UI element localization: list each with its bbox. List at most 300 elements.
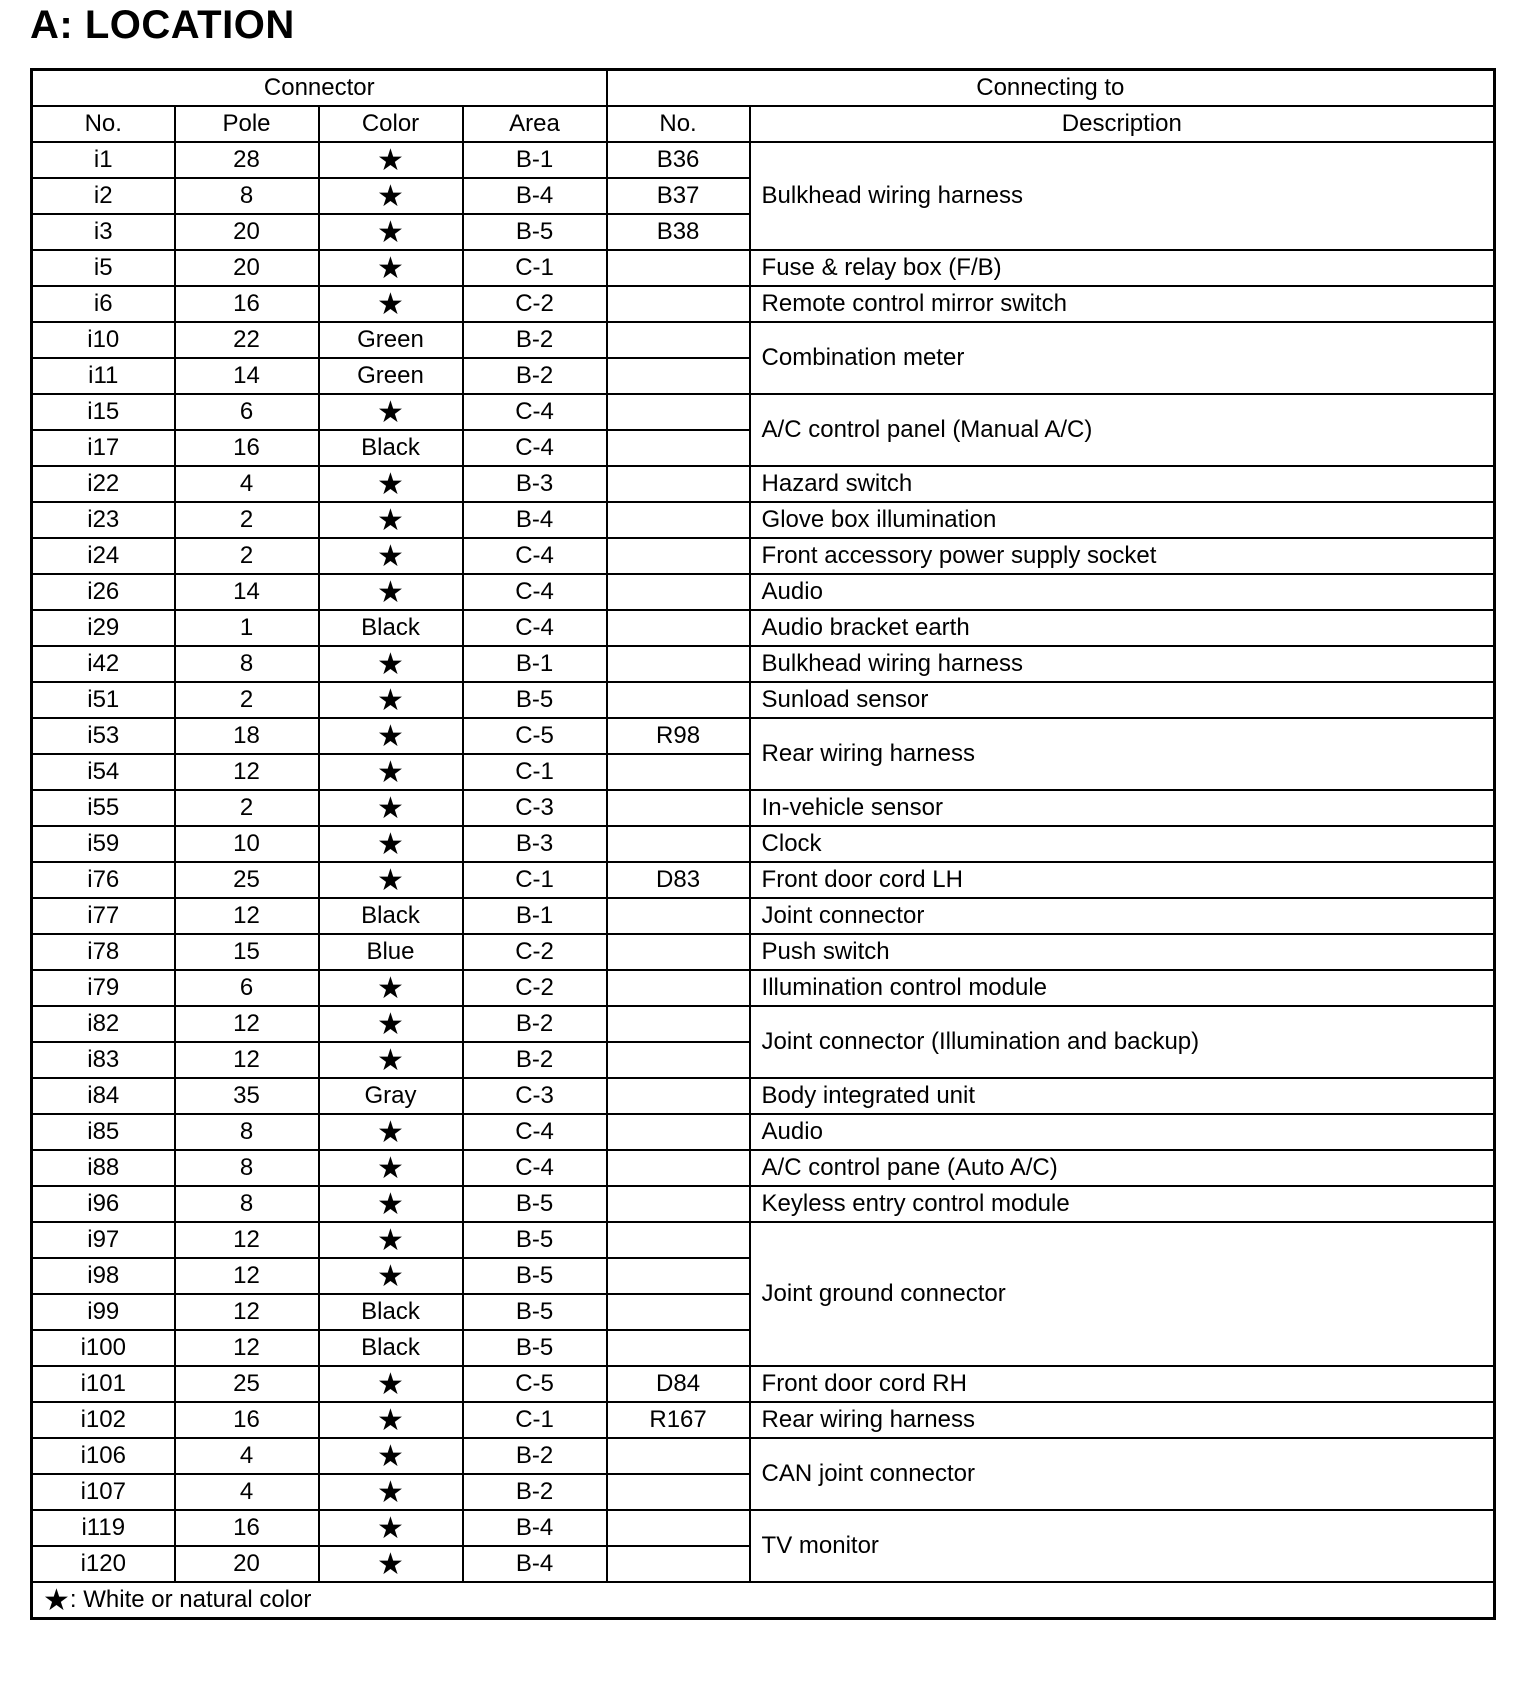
star-icon: ★ [377, 971, 404, 1005]
area-cell: C-3 [463, 790, 607, 826]
area-cell: B-2 [463, 358, 607, 394]
area-cell: B-4 [463, 1510, 607, 1546]
pole-cell: 6 [175, 394, 319, 430]
table-row [32, 1510, 1495, 1546]
legend-text: : White or natural color [69, 1586, 312, 1613]
connecting-no-cell [607, 430, 750, 466]
connector-no-cell: i3 [32, 214, 175, 250]
table-row [32, 466, 1495, 502]
connector-no-cell: i99 [32, 1294, 175, 1330]
star-icon: ★ [43, 1583, 70, 1617]
area-cell: C-4 [463, 394, 607, 430]
connector-no-cell: i85 [32, 1114, 175, 1150]
legend-cell [32, 1582, 1495, 1619]
pole-cell: 12 [175, 1330, 319, 1366]
connecting-no-cell [607, 826, 750, 862]
col-header-area: Area [463, 106, 607, 142]
connector-no-cell: i51 [32, 682, 175, 718]
table-row [32, 610, 1495, 646]
color-cell [319, 682, 463, 718]
connector-no-cell: i77 [32, 898, 175, 934]
connecting-no-cell [607, 754, 750, 790]
pole-cell: 25 [175, 1366, 319, 1402]
color-cell [319, 1222, 463, 1258]
connector-no-cell: i101 [32, 1366, 175, 1402]
star-icon: ★ [377, 1259, 404, 1293]
area-cell: B-5 [463, 682, 607, 718]
connecting-no-cell: D84 [607, 1366, 750, 1402]
connector-no-cell: i29 [32, 610, 175, 646]
star-icon: ★ [377, 1151, 404, 1185]
color-cell [319, 1150, 463, 1186]
connecting-no-cell [607, 502, 750, 538]
connecting-no-cell [607, 358, 750, 394]
connecting-no-cell: R167 [607, 1402, 750, 1438]
color-cell [319, 862, 463, 898]
col-header-no: No. [32, 106, 175, 142]
star-icon: ★ [377, 683, 404, 717]
connecting-no-cell [607, 322, 750, 358]
connector-no-cell: i78 [32, 934, 175, 970]
connecting-no-cell [607, 1150, 750, 1186]
connector-no-cell: i42 [32, 646, 175, 682]
description-cell: Bulkhead wiring harness [750, 142, 1495, 250]
star-icon: ★ [377, 1115, 404, 1149]
area-cell: C-3 [463, 1078, 607, 1114]
color-cell [319, 1186, 463, 1222]
connecting-no-cell [607, 574, 750, 610]
pole-cell: 12 [175, 898, 319, 934]
pole-cell: 16 [175, 430, 319, 466]
area-cell: B-5 [463, 1294, 607, 1330]
pole-cell: 12 [175, 1258, 319, 1294]
color-cell [319, 1510, 463, 1546]
pole-cell: 28 [175, 142, 319, 178]
star-icon: ★ [377, 1547, 404, 1581]
table-row [32, 1222, 1495, 1258]
pole-cell: 4 [175, 1474, 319, 1510]
table-row [32, 322, 1495, 358]
connector-table [30, 68, 1496, 1620]
description-cell: Rear wiring harness [750, 1402, 1495, 1438]
connector-no-cell: i76 [32, 862, 175, 898]
connecting-no-cell [607, 538, 750, 574]
area-cell: C-1 [463, 754, 607, 790]
pole-cell: 16 [175, 1510, 319, 1546]
connecting-no-cell: B36 [607, 142, 750, 178]
pole-cell: 2 [175, 538, 319, 574]
connecting-no-cell [607, 1474, 750, 1510]
connecting-no-cell [607, 1258, 750, 1294]
description-cell: Body integrated unit [750, 1078, 1495, 1114]
color-cell [319, 1402, 463, 1438]
pole-cell: 25 [175, 862, 319, 898]
color-cell: Gray [319, 1078, 463, 1114]
area-cell: B-5 [463, 1222, 607, 1258]
connector-no-cell: i26 [32, 574, 175, 610]
color-cell [319, 718, 463, 754]
table-row [32, 862, 1495, 898]
pole-cell: 20 [175, 1546, 319, 1582]
pole-cell: 22 [175, 322, 319, 358]
connecting-no-cell [607, 1330, 750, 1366]
area-cell: B-2 [463, 322, 607, 358]
table-row [32, 538, 1495, 574]
description-cell: Fuse & relay box (F/B) [750, 250, 1495, 286]
connector-no-cell: i15 [32, 394, 175, 430]
connecting-no-cell [607, 1042, 750, 1078]
connector-no-cell: i88 [32, 1150, 175, 1186]
connector-no-cell: i22 [32, 466, 175, 502]
table-row [32, 1402, 1495, 1438]
col-header-pole: Pole [175, 106, 319, 142]
description-cell: Joint ground connector [750, 1222, 1495, 1366]
connecting-no-cell [607, 1078, 750, 1114]
area-cell: B-3 [463, 826, 607, 862]
description-cell: Front accessory power supply socket [750, 538, 1495, 574]
pole-cell: 16 [175, 286, 319, 322]
star-icon: ★ [377, 1439, 404, 1473]
connector-no-cell: i59 [32, 826, 175, 862]
table-row [32, 142, 1495, 178]
pole-cell: 12 [175, 1006, 319, 1042]
connecting-no-cell [607, 934, 750, 970]
description-cell: Joint connector (Illumination and backup) [750, 1006, 1495, 1078]
pole-cell: 1 [175, 610, 319, 646]
star-icon: ★ [377, 143, 404, 177]
area-cell: B-5 [463, 1258, 607, 1294]
star-icon: ★ [377, 1403, 404, 1437]
color-cell [319, 1474, 463, 1510]
connecting-no-cell [607, 682, 750, 718]
area-cell: C-4 [463, 538, 607, 574]
connecting-no-cell: D83 [607, 862, 750, 898]
description-cell: Combination meter [750, 322, 1495, 394]
page-title: A: LOCATION [30, 3, 295, 47]
connector-no-cell: i119 [32, 1510, 175, 1546]
table-row [32, 502, 1495, 538]
table-row [32, 1150, 1495, 1186]
table-row [32, 718, 1495, 754]
star-icon: ★ [377, 1475, 404, 1509]
table-body [32, 142, 1495, 1582]
table-row [32, 1114, 1495, 1150]
color-cell [319, 214, 463, 250]
color-cell [319, 826, 463, 862]
connector-no-cell: i98 [32, 1258, 175, 1294]
connector-no-cell: i79 [32, 970, 175, 1006]
color-cell [319, 574, 463, 610]
color-cell [319, 1258, 463, 1294]
pole-cell: 10 [175, 826, 319, 862]
color-cell [319, 1006, 463, 1042]
description-cell: Front door cord RH [750, 1366, 1495, 1402]
area-cell: C-5 [463, 718, 607, 754]
table-row [32, 646, 1495, 682]
connecting-no-cell [607, 394, 750, 430]
table-row [32, 1006, 1495, 1042]
connector-no-cell: i84 [32, 1078, 175, 1114]
table-row [32, 898, 1495, 934]
color-cell: Black [319, 898, 463, 934]
area-cell: B-5 [463, 214, 607, 250]
star-icon: ★ [377, 719, 404, 753]
area-cell: C-4 [463, 430, 607, 466]
area-cell: C-4 [463, 1114, 607, 1150]
connecting-no-cell [607, 970, 750, 1006]
description-cell: Clock [750, 826, 1495, 862]
pole-cell: 14 [175, 358, 319, 394]
color-cell [319, 970, 463, 1006]
color-cell [319, 502, 463, 538]
connector-no-cell: i55 [32, 790, 175, 826]
connecting-no-cell [607, 1222, 750, 1258]
table-row [32, 1186, 1495, 1222]
color-cell [319, 142, 463, 178]
star-icon: ★ [377, 1007, 404, 1041]
pole-cell: 8 [175, 1114, 319, 1150]
color-cell [319, 250, 463, 286]
star-icon: ★ [377, 791, 404, 825]
connecting-to-group-header: Connecting to [607, 70, 1495, 107]
connecting-no-cell [607, 1006, 750, 1042]
pole-cell: 35 [175, 1078, 319, 1114]
connector-no-cell: i82 [32, 1006, 175, 1042]
connecting-no-cell [607, 250, 750, 286]
star-icon: ★ [377, 467, 404, 501]
connector-no-cell: i102 [32, 1402, 175, 1438]
pole-cell: 4 [175, 1438, 319, 1474]
connector-no-cell: i97 [32, 1222, 175, 1258]
pole-cell: 12 [175, 1042, 319, 1078]
color-cell: Black [319, 610, 463, 646]
star-icon: ★ [377, 827, 404, 861]
color-cell [319, 394, 463, 430]
table-row [32, 934, 1495, 970]
connecting-no-cell [607, 790, 750, 826]
area-cell: B-1 [463, 142, 607, 178]
color-cell: Blue [319, 934, 463, 970]
color-cell: Black [319, 430, 463, 466]
connector-no-cell: i5 [32, 250, 175, 286]
connector-no-cell: i24 [32, 538, 175, 574]
star-icon: ★ [377, 1511, 404, 1545]
color-cell: Green [319, 322, 463, 358]
area-cell: C-4 [463, 1150, 607, 1186]
pole-cell: 12 [175, 1294, 319, 1330]
area-cell: B-5 [463, 1186, 607, 1222]
color-cell [319, 538, 463, 574]
description-cell: Illumination control module [750, 970, 1495, 1006]
description-cell: Audio [750, 574, 1495, 610]
connector-no-cell: i2 [32, 178, 175, 214]
pole-cell: 8 [175, 646, 319, 682]
table-row [32, 574, 1495, 610]
description-cell: Bulkhead wiring harness [750, 646, 1495, 682]
connector-no-cell: i54 [32, 754, 175, 790]
connecting-no-cell [607, 610, 750, 646]
description-cell: Remote control mirror switch [750, 286, 1495, 322]
area-cell: B-2 [463, 1474, 607, 1510]
star-icon: ★ [377, 287, 404, 321]
pole-cell: 16 [175, 1402, 319, 1438]
color-cell [319, 1438, 463, 1474]
star-icon: ★ [377, 503, 404, 537]
area-cell: C-1 [463, 862, 607, 898]
pole-cell: 4 [175, 466, 319, 502]
description-cell: Hazard switch [750, 466, 1495, 502]
color-cell: Black [319, 1294, 463, 1330]
color-cell [319, 754, 463, 790]
color-cell: Black [319, 1330, 463, 1366]
description-cell: Front door cord LH [750, 862, 1495, 898]
area-cell: B-2 [463, 1438, 607, 1474]
star-icon: ★ [377, 1223, 404, 1257]
table-row [32, 1438, 1495, 1474]
description-cell: In-vehicle sensor [750, 790, 1495, 826]
group-header-row [32, 70, 1495, 107]
connector-no-cell: i120 [32, 1546, 175, 1582]
area-cell: C-1 [463, 1402, 607, 1438]
star-icon: ★ [377, 179, 404, 213]
color-cell [319, 1546, 463, 1582]
star-icon: ★ [377, 539, 404, 573]
connecting-no-cell [607, 1510, 750, 1546]
connector-no-cell: i17 [32, 430, 175, 466]
table-row [32, 394, 1495, 430]
area-cell: B-5 [463, 1330, 607, 1366]
star-icon: ★ [377, 863, 404, 897]
connector-no-cell: i100 [32, 1330, 175, 1366]
area-cell: C-4 [463, 610, 607, 646]
area-cell: B-2 [463, 1006, 607, 1042]
pole-cell: 15 [175, 934, 319, 970]
table-row [32, 682, 1495, 718]
description-cell: Joint connector [750, 898, 1495, 934]
col-header-connecting-no: No. [607, 106, 750, 142]
connecting-no-cell [607, 898, 750, 934]
area-cell: C-2 [463, 970, 607, 1006]
star-icon: ★ [377, 395, 404, 429]
pole-cell: 8 [175, 178, 319, 214]
connecting-no-cell [607, 1294, 750, 1330]
star-icon: ★ [377, 755, 404, 789]
connecting-no-cell: R98 [607, 718, 750, 754]
pole-cell: 14 [175, 574, 319, 610]
connector-group-header: Connector [32, 70, 607, 107]
pole-cell: 20 [175, 214, 319, 250]
description-cell: CAN joint connector [750, 1438, 1495, 1510]
area-cell: B-1 [463, 898, 607, 934]
description-cell: Sunload sensor [750, 682, 1495, 718]
connector-no-cell: i53 [32, 718, 175, 754]
area-cell: B-4 [463, 502, 607, 538]
color-cell [319, 1114, 463, 1150]
area-cell: B-4 [463, 178, 607, 214]
description-cell: Audio [750, 1114, 1495, 1150]
star-icon: ★ [377, 1043, 404, 1077]
connecting-no-cell: B38 [607, 214, 750, 250]
area-cell: B-1 [463, 646, 607, 682]
column-header-row [32, 106, 1495, 142]
table-row [32, 790, 1495, 826]
color-cell [319, 1042, 463, 1078]
description-cell: Glove box illumination [750, 502, 1495, 538]
connecting-no-cell [607, 1438, 750, 1474]
area-cell: C-5 [463, 1366, 607, 1402]
connecting-no-cell [607, 1546, 750, 1582]
connecting-no-cell: B37 [607, 178, 750, 214]
star-icon: ★ [377, 647, 404, 681]
area-cell: C-2 [463, 934, 607, 970]
area-cell: B-2 [463, 1042, 607, 1078]
description-cell: Audio bracket earth [750, 610, 1495, 646]
area-cell: B-4 [463, 1546, 607, 1582]
description-cell: Push switch [750, 934, 1495, 970]
star-icon: ★ [377, 1367, 404, 1401]
connecting-no-cell [607, 466, 750, 502]
col-header-color: Color [319, 106, 463, 142]
connector-no-cell: i10 [32, 322, 175, 358]
col-header-description: Description [750, 106, 1495, 142]
pole-cell: 2 [175, 790, 319, 826]
color-cell: Green [319, 358, 463, 394]
pole-cell: 8 [175, 1186, 319, 1222]
color-cell [319, 1366, 463, 1402]
pole-cell: 20 [175, 250, 319, 286]
pole-cell: 2 [175, 682, 319, 718]
star-icon: ★ [377, 1187, 404, 1221]
connector-no-cell: i106 [32, 1438, 175, 1474]
pole-cell: 8 [175, 1150, 319, 1186]
description-cell: Keyless entry control module [750, 1186, 1495, 1222]
color-cell [319, 178, 463, 214]
connector-no-cell: i11 [32, 358, 175, 394]
area-cell: C-4 [463, 574, 607, 610]
table-row [32, 970, 1495, 1006]
description-cell: Rear wiring harness [750, 718, 1495, 790]
table-row [32, 286, 1495, 322]
area-cell: C-1 [463, 250, 607, 286]
connector-no-cell: i83 [32, 1042, 175, 1078]
connector-no-cell: i6 [32, 286, 175, 322]
star-icon: ★ [377, 215, 404, 249]
pole-cell: 18 [175, 718, 319, 754]
area-cell: C-2 [463, 286, 607, 322]
star-icon: ★ [377, 251, 404, 285]
connecting-no-cell [607, 286, 750, 322]
connector-no-cell: i96 [32, 1186, 175, 1222]
color-cell [319, 286, 463, 322]
connector-no-cell: i23 [32, 502, 175, 538]
table-row [32, 1366, 1495, 1402]
description-cell: A/C control panel (Manual A/C) [750, 394, 1495, 466]
legend-row [32, 1582, 1495, 1619]
connecting-no-cell [607, 1186, 750, 1222]
color-cell [319, 646, 463, 682]
table-row [32, 250, 1495, 286]
table-row [32, 1078, 1495, 1114]
connecting-no-cell [607, 1114, 750, 1150]
color-cell [319, 790, 463, 826]
area-cell: B-3 [463, 466, 607, 502]
connector-no-cell: i107 [32, 1474, 175, 1510]
pole-cell: 12 [175, 754, 319, 790]
connector-no-cell: i1 [32, 142, 175, 178]
star-icon: ★ [377, 575, 404, 609]
table-row [32, 826, 1495, 862]
color-cell [319, 466, 463, 502]
